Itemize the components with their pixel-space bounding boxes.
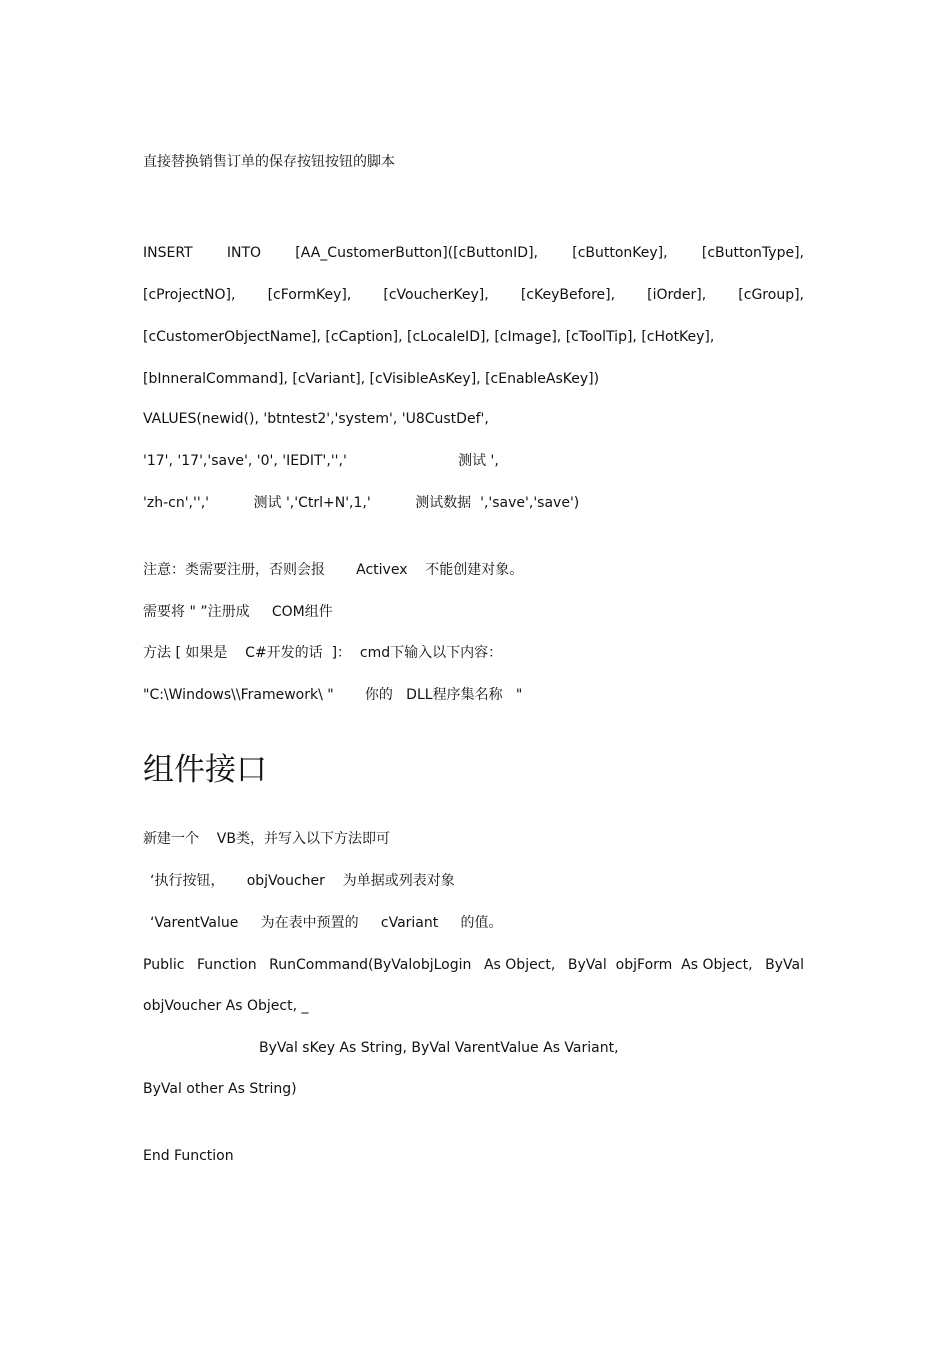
sql-line-7: 'zh-cn','',' 测试 ','Ctrl+N',1,' 测试数据 ','save','save') <box>143 495 580 511</box>
note-line-4: "C:\Windows\\Framework\ " 你的 DLL程序集名称 " <box>143 687 523 703</box>
sql-token: [cButtonType], <box>701 245 804 261</box>
function-signature-line <box>143 956 804 974</box>
interface-line-1: 新建一个 VB类，并写入以下方法即可 <box>143 831 390 847</box>
note-line-1: 注意：类需要注册，否则会报 Activex 不能创建对象。 <box>143 562 524 578</box>
code-token: As Object, <box>483 957 556 973</box>
sql-token: [cKeyBefore], <box>520 287 616 303</box>
code-token: Public <box>143 957 185 973</box>
sql-token: [cGroup], <box>738 287 804 303</box>
function-param-line-3: ByVal other As String) <box>143 1081 297 1097</box>
sql-line-5: VALUES(newid(), 'btntest2','system', 'U8CustDef', <box>143 411 489 427</box>
code-token: ByVal objForm As Object, <box>567 957 753 973</box>
section-heading: 组件接口 <box>143 752 267 788</box>
code-token: RunCommand(ByValobjLogin <box>269 957 472 973</box>
sql-token: [cButtonKey], <box>572 245 668 261</box>
interface-comment-1: ‘执行按钮， objVoucher 为单据或列表对象 <box>150 873 455 889</box>
sql-token: [cVoucherKey], <box>383 287 489 303</box>
sql-token: [cFormKey], <box>267 287 352 303</box>
interface-comment-2: ‘VarentValue 为在表中预置的 cVariant 的值。 <box>150 915 503 931</box>
note-line-3: 方法 [ 如果是 C#开发的话 ]： cmd下输入以下内容： <box>143 645 503 661</box>
function-end-line: End Function <box>143 1148 234 1164</box>
sql-line-2 <box>143 286 804 304</box>
code-token: Function <box>197 957 257 973</box>
sql-line-4: [bInneralCommand], [cVariant], [cVisibleAsKey], [cEnableAsKey]) <box>143 371 600 387</box>
sql-token: INTO <box>226 245 262 261</box>
function-param-line-1: objVoucher As Object, _ <box>143 998 309 1014</box>
sql-line-1 <box>143 244 804 262</box>
sql-token: [AA_CustomerButton]([cButtonID], <box>295 245 538 261</box>
sql-token: [cProjectNO], <box>143 287 236 303</box>
function-param-line-2: ByVal sKey As String, ByVal VarentValue As Variant, <box>259 1040 619 1056</box>
code-token: ByVal <box>765 957 804 973</box>
note-line-2: 需要将 " ”注册成 COM组件 <box>143 604 333 620</box>
sql-token: INSERT <box>143 245 193 261</box>
sql-line-3: [cCustomerObjectName], [cCaption], [cLocaleID], [cImage], [cToolTip], [cHotKey], <box>143 329 715 345</box>
document-title-line: 直接替换销售订单的保存按钮按钮的脚本 <box>143 154 395 170</box>
sql-line-6: '17', '17','save', '0', 'IEDIT','',' 测试 ', <box>143 453 499 469</box>
sql-token: [iOrder], <box>647 287 707 303</box>
